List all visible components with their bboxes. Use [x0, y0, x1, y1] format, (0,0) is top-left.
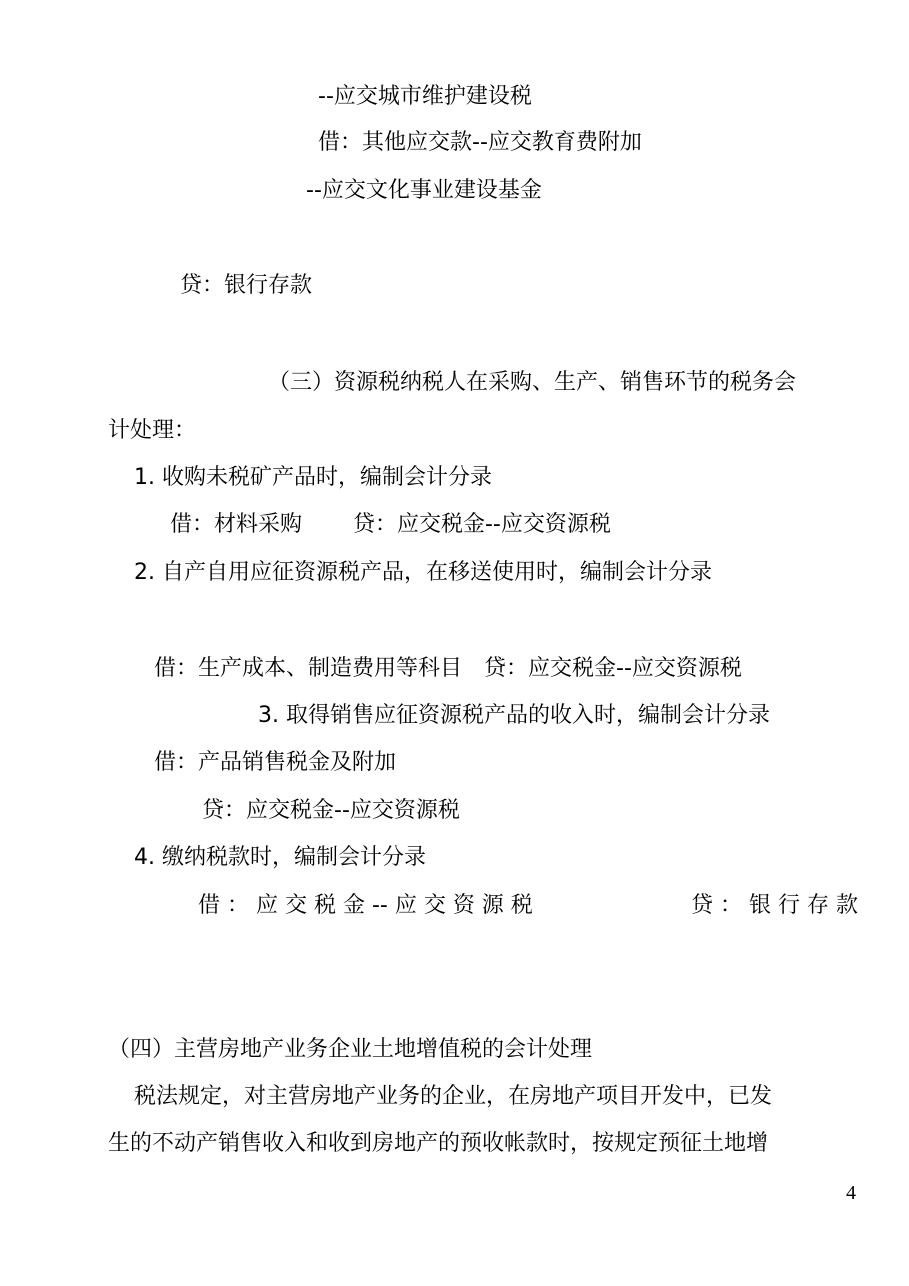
- journal-entry: 借：生产成本、制造费用等科目 贷：应交税金--应交资源税: [154, 656, 742, 681]
- journal-entry: 借：材料采购 贷：应交税金--应交资源税: [170, 512, 611, 537]
- paragraph-line: 税法规定，对主营房地产业务的企业，在房地产项目开发中，已发: [134, 1084, 773, 1109]
- journal-entry: [198, 893, 858, 919]
- list-item: 4. 缴纳税款时，编制会计分录: [134, 845, 426, 870]
- journal-entry: 贷：应交税金--应交资源税: [202, 798, 460, 823]
- text-line: --应交文化事业建设基金: [306, 178, 542, 203]
- page-number: 4: [846, 1182, 856, 1204]
- section-heading: （四）主营房地产业务企业土地增值税的会计处理: [108, 1037, 593, 1062]
- credit-text: 贷 ： 银 行 存 款: [691, 893, 858, 918]
- journal-entry: 借：产品销售税金及附加: [154, 750, 397, 775]
- text-line: --应交城市维护建设税: [318, 84, 532, 109]
- section-heading: （三）资源税纳税人在采购、生产、销售环节的税务会: [268, 370, 797, 395]
- debit-text: 借 ： 应 交 税 金 -- 应 交 资 源 税: [198, 893, 533, 918]
- text-line: 借：其他应交款--应交教育费附加: [318, 130, 642, 155]
- text-line: 贷：银行存款: [180, 273, 313, 298]
- list-item: 3. 取得销售应征资源税产品的收入时，编制会计分录: [258, 703, 770, 728]
- paragraph-line: 生的不动产销售收入和收到房地产的预收帐款时，按规定预征土地增: [108, 1131, 769, 1156]
- list-item: 1. 收购未税矿产品时，编制会计分录: [134, 465, 492, 490]
- list-item: 2. 自产自用应征资源税产品，在移送使用时，编制会计分录: [134, 560, 712, 585]
- text-line: 计处理：: [108, 418, 197, 443]
